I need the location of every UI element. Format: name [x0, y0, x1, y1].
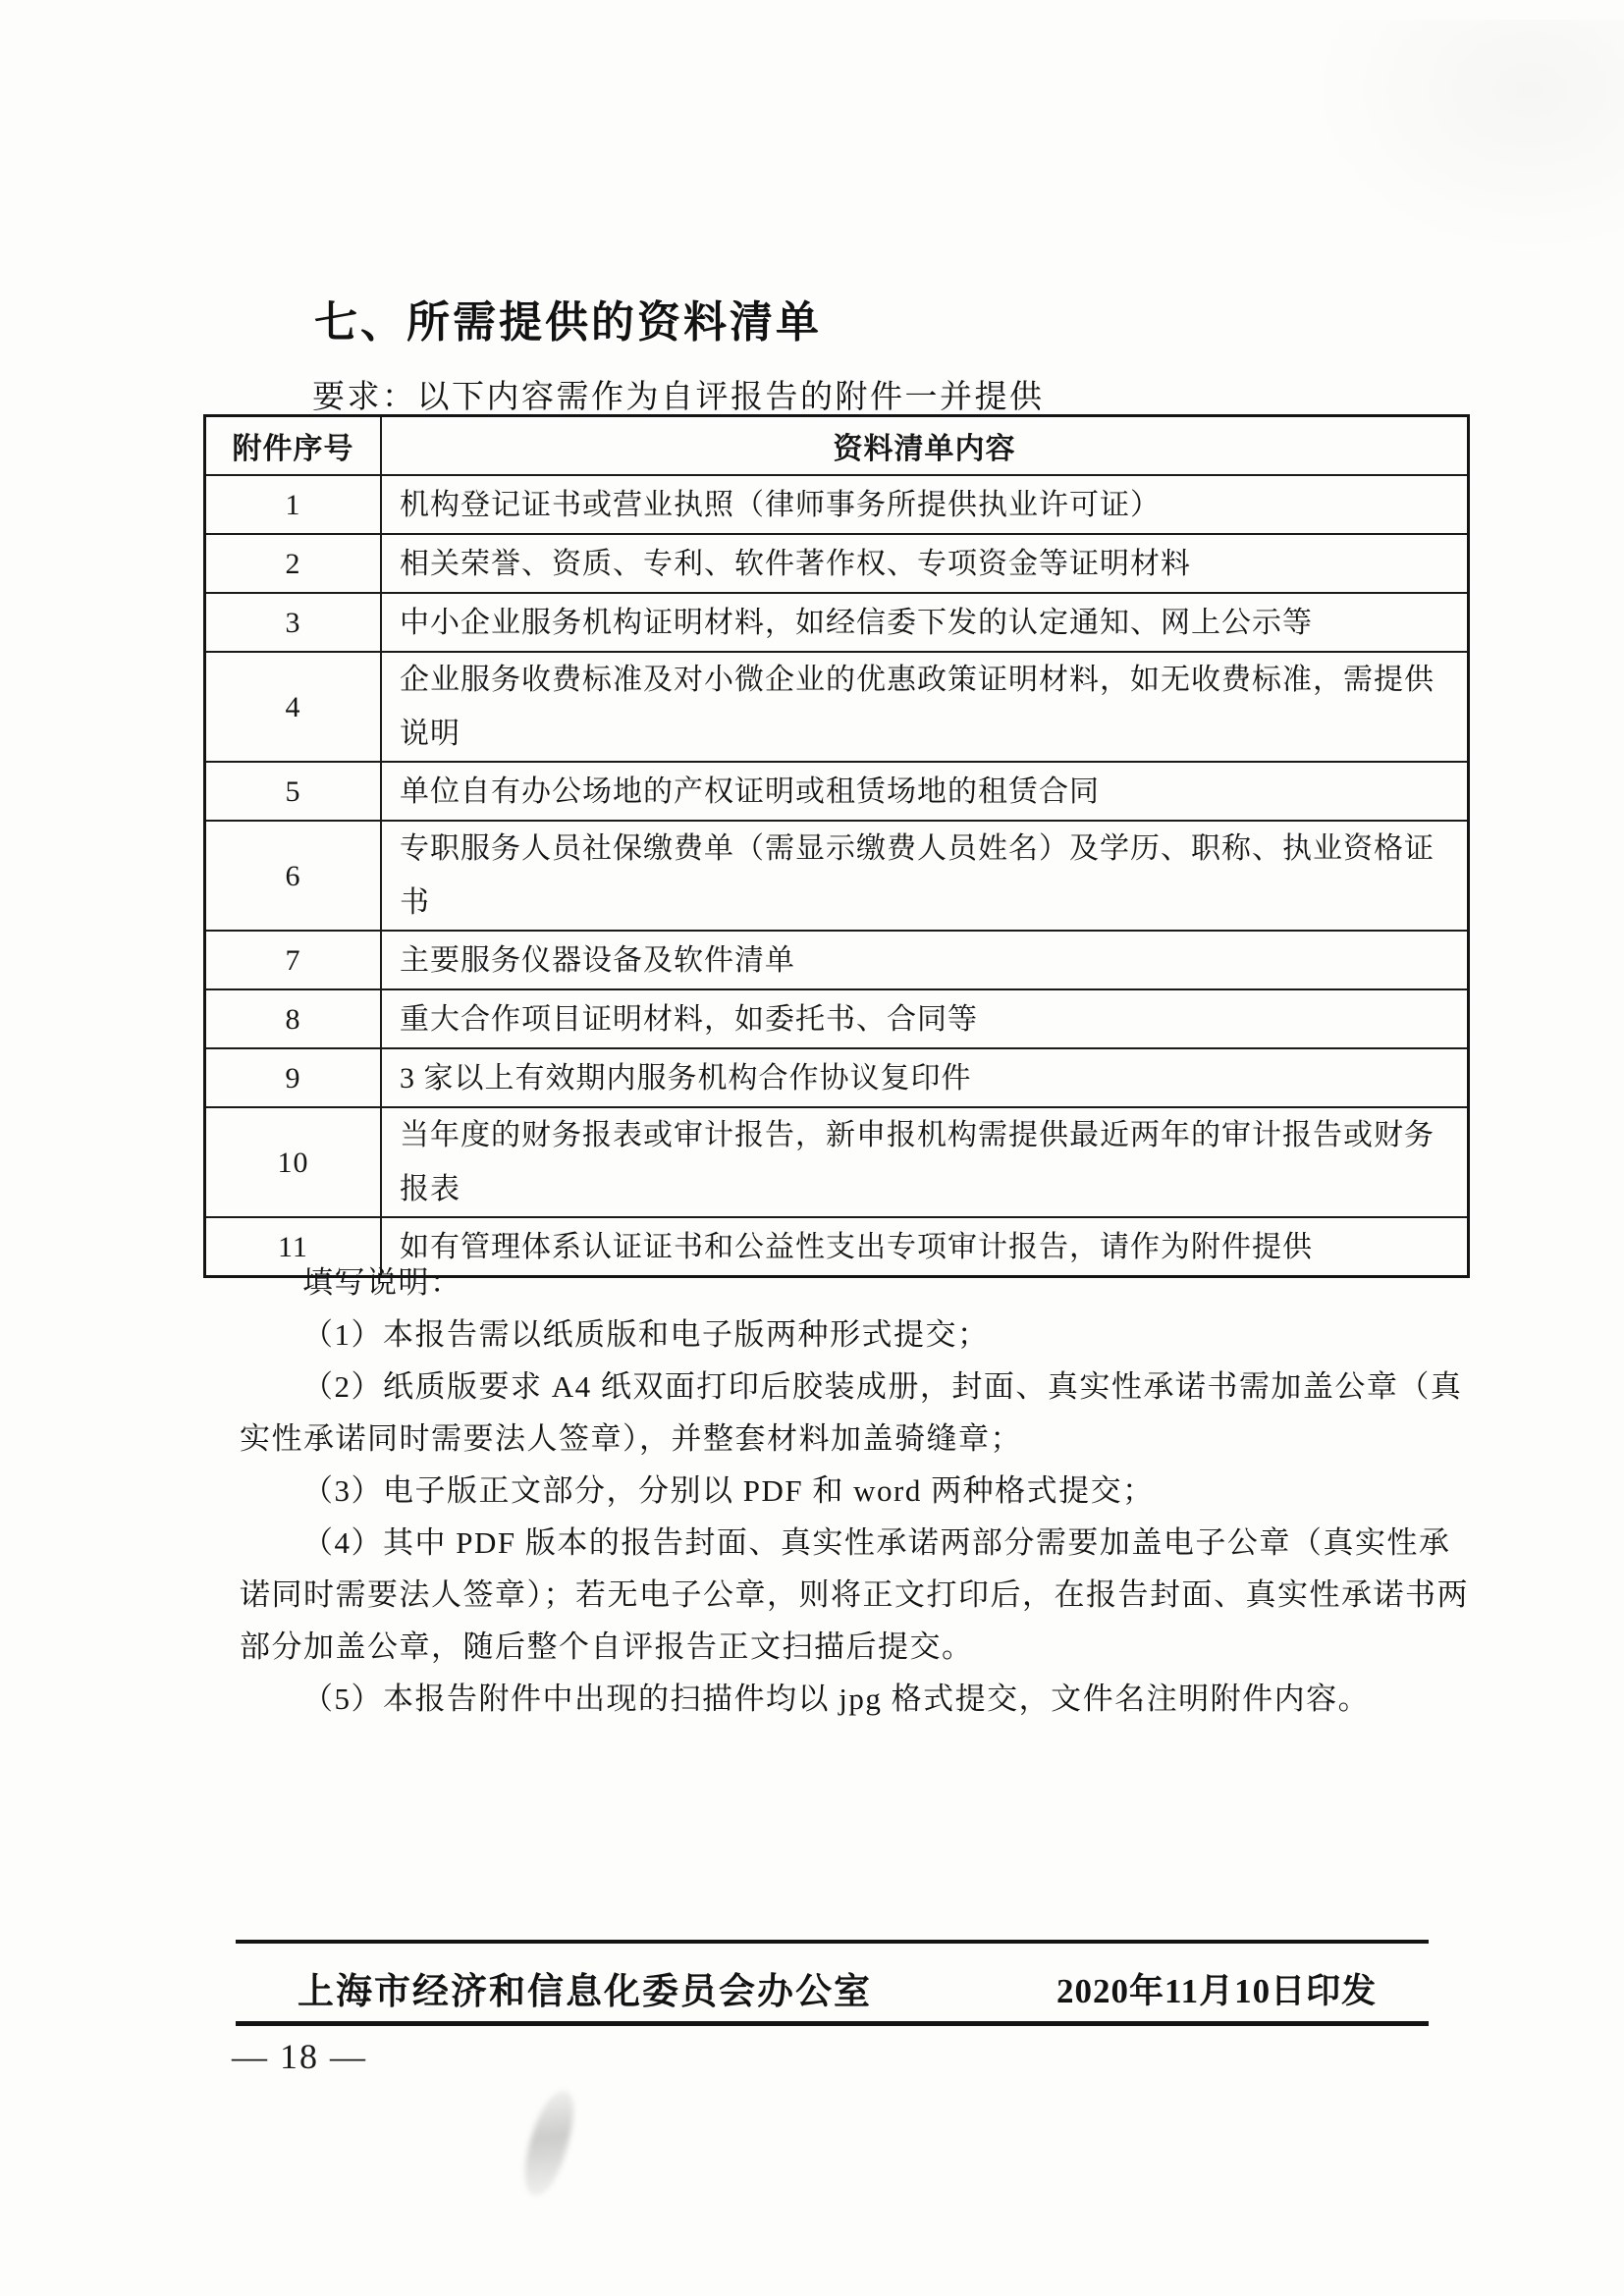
- attachment-number-cell: 3: [205, 593, 382, 652]
- attachments-table: [203, 414, 1470, 1278]
- attachment-number-cell: 10: [205, 1107, 382, 1217]
- footer-rule-bottom: [236, 2021, 1429, 2026]
- attachment-content-cell: 如有管理体系认证证书和公益性支出专项审计报告，请作为附件提供: [381, 1217, 1469, 1277]
- print-date: 2020年11月10日印发: [1056, 1972, 1378, 2010]
- attachment-content-cell: 专职服务人员社保缴费单（需显示缴费人员姓名）及学历、职称、执业资格证书: [381, 821, 1469, 931]
- table-row: [205, 1048, 1469, 1107]
- table-row: [205, 1107, 1469, 1217]
- scan-artifact-noise: [1310, 20, 1624, 255]
- table-row: [205, 534, 1469, 593]
- notes-heading: 填写说明：: [302, 1265, 462, 1300]
- attachment-number-cell: 7: [205, 931, 382, 989]
- table-row: [205, 652, 1469, 762]
- table-header-row: [205, 416, 1469, 476]
- attachment-number-cell: 2: [205, 534, 382, 593]
- page-number: — 18 —: [232, 2037, 367, 2076]
- attachment-content-cell: 当年度的财务报表或审计报告，新申报机构需提供最近两年的审计报告或财务报表: [381, 1107, 1469, 1217]
- footer-rule-top: [236, 1940, 1429, 1944]
- attachment-number-cell: 5: [205, 762, 382, 821]
- note-item-2: （2）纸质版要求 A4 纸双面打印后胶装成册，封面、真实性承诺书需加盖公章（真实性承诺同时需要法人签章），并整套材料加盖骑缝章；: [240, 1369, 1463, 1456]
- attachment-content-header: 资料清单内容: [381, 416, 1469, 476]
- attachment-content-cell: 单位自有办公场地的产权证明或租赁场地的租赁合同: [381, 762, 1469, 821]
- attachment-content-cell: 机构登记证书或营业执照（律师事务所提供执业许可证）: [381, 475, 1469, 534]
- attachment-number-cell: 6: [205, 821, 382, 931]
- issuer-name: 上海市经济和信息化委员会办公室: [298, 1971, 872, 2011]
- attachment-number-cell: 4: [205, 652, 382, 762]
- note-item-4: （4）其中 PDF 版本的报告封面、真实性承诺两部分需要加盖电子公章（真实性承诺同时需要法人签章）；若无电子公章，则将正文打印后，在报告封面、真实性承诺书两部分加盖公章，随后整个自评报告正文扫描后提交。: [240, 1525, 1469, 1664]
- table-row: [205, 989, 1469, 1048]
- note-item-5: （5）本报告附件中出现的扫描件均以 jpg 格式提交，文件名注明附件内容。: [302, 1682, 1371, 1716]
- attachment-content-cell: 相关荣誉、资质、专利、软件著作权、专项资金等证明材料: [381, 534, 1469, 593]
- table-row: [205, 762, 1469, 821]
- attachment-content-cell: 3 家以上有效期内服务机构合作协议复印件: [381, 1048, 1469, 1107]
- scan-smudge: [517, 2086, 579, 2200]
- table-row: [205, 593, 1469, 652]
- table-row: [205, 821, 1469, 931]
- table-row: [205, 475, 1469, 534]
- attachment-content-cell: 主要服务仪器设备及软件清单: [381, 931, 1469, 989]
- attachment-number-cell: 11: [205, 1217, 382, 1277]
- attachment-number-cell: 1: [205, 475, 382, 534]
- attachment-number-cell: 8: [205, 989, 382, 1048]
- attachment-number-cell: 9: [205, 1048, 382, 1107]
- requirement-line: 要求：以下内容需作为自评报告的附件一并提供: [312, 380, 1045, 415]
- attachment-content-cell: 中小企业服务机构证明材料，如经信委下发的认定通知、网上公示等: [381, 593, 1469, 652]
- section-title: 七、所需提供的资料清单: [314, 298, 822, 347]
- attachment-content-cell: 重大合作项目证明材料，如委托书、合同等: [381, 989, 1469, 1048]
- note-item-1: （1）本报告需以纸质版和电子版两种形式提交；: [302, 1317, 990, 1352]
- attachment-index-header: 附件序号: [205, 416, 382, 476]
- table-row: [205, 931, 1469, 989]
- attachment-content-cell: 企业服务收费标准及对小微企业的优惠政策证明材料，如无收费标准，需提供说明: [381, 652, 1469, 762]
- notes-section: [240, 1256, 1469, 1725]
- note-item-3: （3）电子版正文部分，分别以 PDF 和 word 两种格式提交；: [302, 1473, 1155, 1508]
